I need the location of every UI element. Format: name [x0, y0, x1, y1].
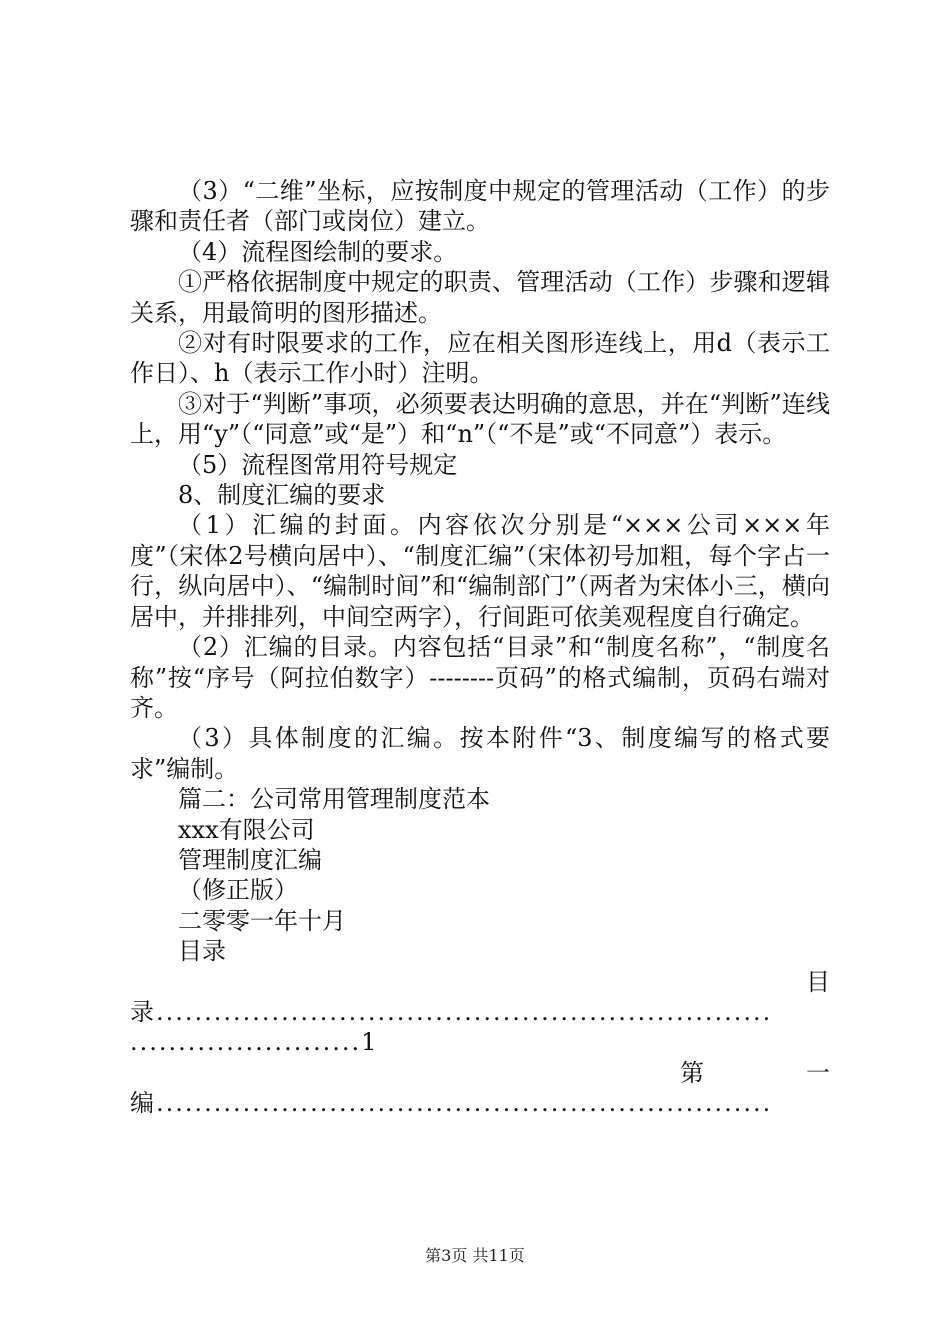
toc-entry-label-part: 一	[806, 1058, 830, 1087]
paragraph: ③对于“判断”事项，必须要表达明确的意思，并在“判断”连线上，用“y”（“同意”或“是”）和“n”（“不是”或“不同意”）表示。	[130, 389, 830, 449]
compilation-title: 管理制度汇编	[178, 845, 322, 874]
toc-entry-label-top	[130, 1058, 830, 1088]
paragraph: ①严格依据制度中规定的职责、管理活动（工作）步骤和逻辑关系，用最简明的图形描述。	[130, 268, 830, 327]
paragraph: （4）流程图绘制的要求。	[178, 237, 458, 266]
edition-label: （修正版）	[178, 876, 298, 905]
toc-heading: 目录	[178, 937, 226, 966]
toc-page-number: 1	[361, 1028, 379, 1057]
toc-entry-label: 编	[130, 1089, 156, 1118]
page-footer: 第3页 共11页	[425, 1246, 525, 1265]
toc-entry	[130, 1058, 830, 1119]
section-heading: 8、制度汇编的要求	[178, 481, 386, 510]
toc-entry-leader-continued	[130, 1027, 830, 1057]
toc-leader-dots: ................................................................	[156, 997, 773, 1026]
document-body	[130, 176, 830, 1119]
toc-entry-label-top: 目	[806, 967, 830, 996]
chapter-heading: 篇二：公司常用管理制度范本	[178, 785, 490, 814]
toc-entry-leader	[130, 1088, 830, 1118]
paragraph: （3）“二维”坐标，应按制度中规定的管理活动（工作）的步骤和责任者（部门或岗位）建立。	[130, 177, 830, 236]
company-name: xxx有限公司	[178, 815, 315, 844]
paragraph: （5）流程图常用符号规定	[178, 450, 458, 479]
paragraph: （3）具体制度的汇编。按本附件“3、制度编写的格式要求”编制。	[130, 724, 830, 783]
toc-entry-label-part: 第	[680, 1058, 704, 1087]
paragraph: （1）汇编的封面。内容依次分别是“×××公司×××年度”（宋体2号横向居中）、“制度汇编”（宋体初号加粗，每个字占一行，纵向居中）、“编制时间”和“编制部门”（两者为宋体小三，横向居中，并排排列，中间空两字），行间距可依美观程度自行确定。	[130, 511, 830, 631]
paragraph: （2）汇编的目录。内容包括“目录”和“制度名称”，“制度名称”按“序号（阿拉伯数字）--------页码”的格式编制，页码右端对齐。	[130, 633, 830, 722]
toc-entry-label: 录	[130, 997, 156, 1026]
toc-leader-dots: ........................	[130, 1028, 362, 1057]
paragraph: ②对有时限要求的工作，应在相关图形连线上，用d（表示工作日）、h（表示工作小时）注明。	[130, 329, 830, 388]
toc-entry	[130, 967, 830, 1058]
toc-entry-leader	[130, 997, 830, 1027]
toc-leader-dots: ................................................................	[156, 1089, 773, 1118]
compilation-date: 二零零一年十月	[178, 906, 346, 935]
